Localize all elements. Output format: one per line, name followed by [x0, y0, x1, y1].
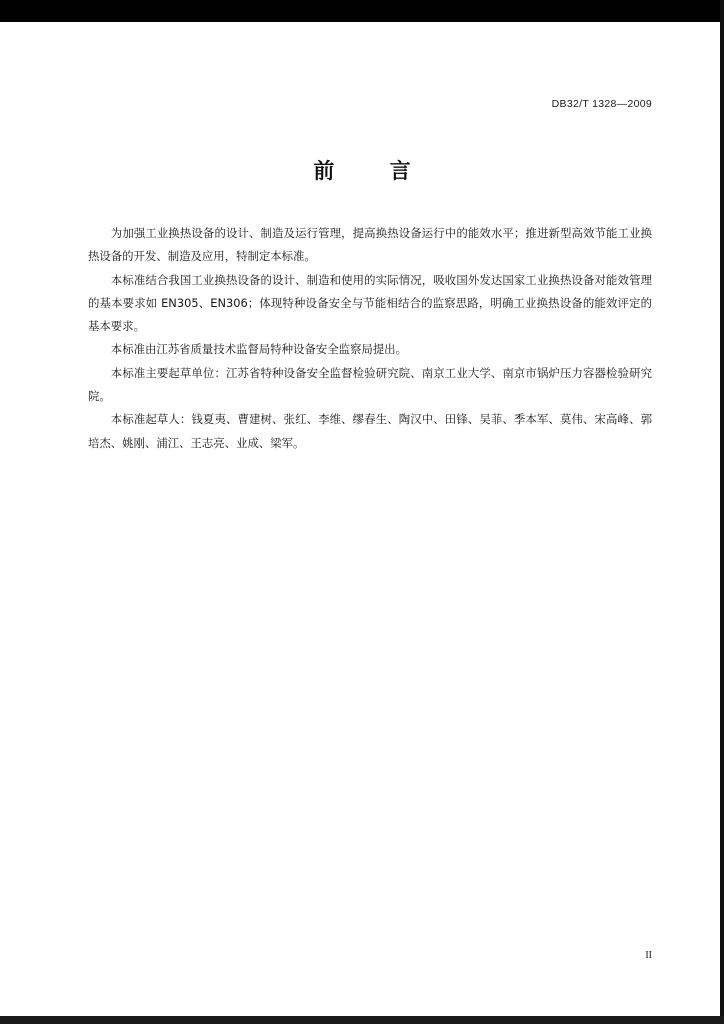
- paragraph-proposer: 本标准由江苏省质量技术监督局特种设备安全监察局提出。: [110, 342, 407, 357]
- document-code: DB32/T 1328—2009: [551, 98, 652, 110]
- paragraph-drafting-units: 本标准主要起草单位：江苏省特种设备安全监督检验研究院、南京工业大学、南京市锅炉压力容器检验研究院。: [88, 365, 652, 404]
- page-number: II: [645, 950, 652, 961]
- page-title: 前 言: [313, 159, 435, 183]
- foreword-body: [88, 222, 652, 455]
- scan-border-top: [0, 0, 724, 22]
- scan-border-bottom: [0, 1016, 724, 1024]
- paragraph-purpose: 为加强工业换热设备的设计、制造及运行管理，提高换热设备运行中的能效水平；推进新型高效节能工业换热设备的开发、制造及应用，特制定本标准。: [88, 226, 652, 264]
- paragraph-drafters: 本标准起草人：钱夏夷、曹建树、张红、李维、缪春生、陶汉中、田锋、吴菲、季本军、莫伟、宋高峰、郭培杰、姚刚、浦江、王志亮、业成、梁军。: [88, 412, 652, 450]
- scan-border-right: [720, 0, 724, 1024]
- paragraph-basis: 本标准结合我国工业换热设备的设计、制造和使用的实际情况，吸收国外发达国家工业换热设备对能效管理的基本要求如 EN305、EN306；体现特种设备安全与节能相结合的监察思路，明确工业换热设备的能效评定的基本要求。: [88, 272, 652, 334]
